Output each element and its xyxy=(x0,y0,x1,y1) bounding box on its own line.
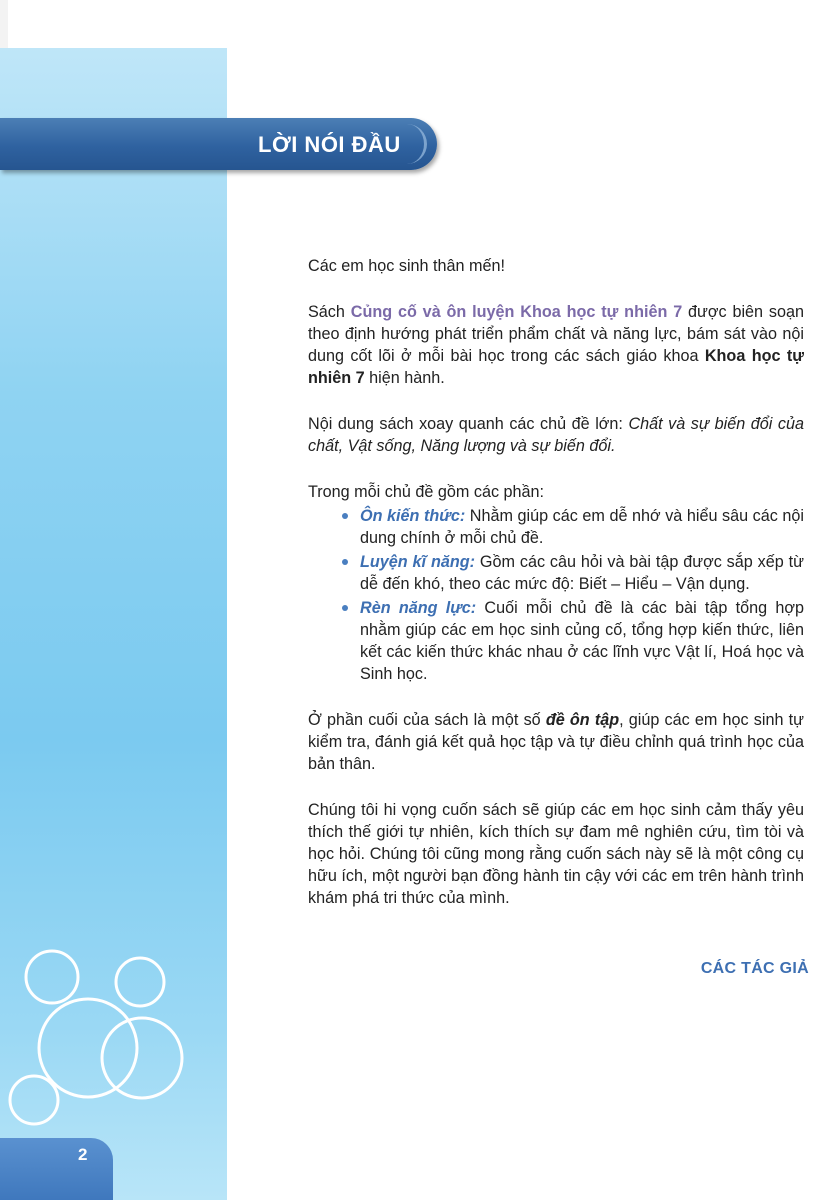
bubble-icon xyxy=(10,1076,58,1124)
bubbles-decoration-icon xyxy=(0,930,230,1150)
preface-body xyxy=(308,255,804,933)
page-number-tab xyxy=(0,1138,113,1200)
bullet-icon xyxy=(342,605,348,611)
textbook-title: Khoa học tự nhiên 7 xyxy=(308,347,804,387)
review-term: đề ôn tập xyxy=(545,711,620,729)
bubble-icon xyxy=(102,1018,182,1098)
paragraph-closing: Chúng tôi hi vọng cuốn sách sẽ giúp các em học sinh cảm thấy yêu thích thế giới tự nhiên, kích thích sự đam mê nghiên cứu, tìm tòi và học hỏi. Chúng tôi cũng mong rằng cuốn sách này sẽ là một công cụ hữu ích, một người bạn đồng hành tin cậy với các em trên hành trình khám phá tri thức của mình. xyxy=(308,801,804,907)
page-number: 2 xyxy=(78,1145,88,1164)
bubble-icon xyxy=(26,951,78,1003)
bullet-icon xyxy=(342,559,348,565)
authors-signature: CÁC TÁC GIẢ xyxy=(700,960,809,977)
paragraph-topics: Nội dung sách xoay quanh các chủ đề lớn: Chất và sự biến đổi của chất, Vật sống, Năng lượng và sự biến đổi. xyxy=(308,415,805,455)
list-item: Luyện kĩ năng: Gồm các câu hỏi và bài tập được sắp xếp từ dễ đến khó, theo các mức độ: Biết – Hiểu – Vận dụng. xyxy=(308,551,804,595)
greeting: Các em học sinh thân mến! xyxy=(308,257,506,275)
list-item: Ôn kiến thức: Nhằm giúp các em dễ nhớ và hiểu sâu các nội dung chính ở mỗi chủ đề. xyxy=(308,505,804,549)
bubble-icon xyxy=(116,958,164,1006)
paragraph-review: Ở phần cuối của sách là một số đề ôn tập, giúp các em học sinh tự kiểm tra, đánh giá kết quả học tập và tự điều chỉnh quá trình học của bản thân. xyxy=(308,711,804,773)
paragraph-intro: Sách Củng cố và ôn luyện Khoa học tự nhiên 7 được biên soạn theo định hướng phát triển phẩm chất và năng lực, bám sát vào nội dung cốt lõi ở mỗi bài học trong các sách giáo khoa Khoa học tự nhiên 7 hiện hành. xyxy=(308,303,804,387)
parts-list xyxy=(308,505,804,685)
topics-list: Chất và sự biến đổi của chất, Vật sống, Năng lượng và sự biến đổi. xyxy=(308,415,805,455)
paragraph-parts-intro: Trong mỗi chủ đề gồm các phần: xyxy=(308,483,545,501)
list-item: Rèn năng lực: Cuối mỗi chủ đề là các bài tập tổng hợp nhằm giúp các em học sinh củng cố, tổng hợp kiến thức, liên kết các kiến thức khác nhau ở các lĩnh vực Vật lí, Hoá học và Sinh học. xyxy=(308,597,804,685)
page-title: LỜI NÓI ĐẦU xyxy=(258,132,401,157)
book-title: Củng cố và ôn luyện Khoa học tự nhiên 7 xyxy=(350,303,683,321)
bubble-icon xyxy=(39,999,137,1097)
bullet-icon xyxy=(342,513,348,519)
